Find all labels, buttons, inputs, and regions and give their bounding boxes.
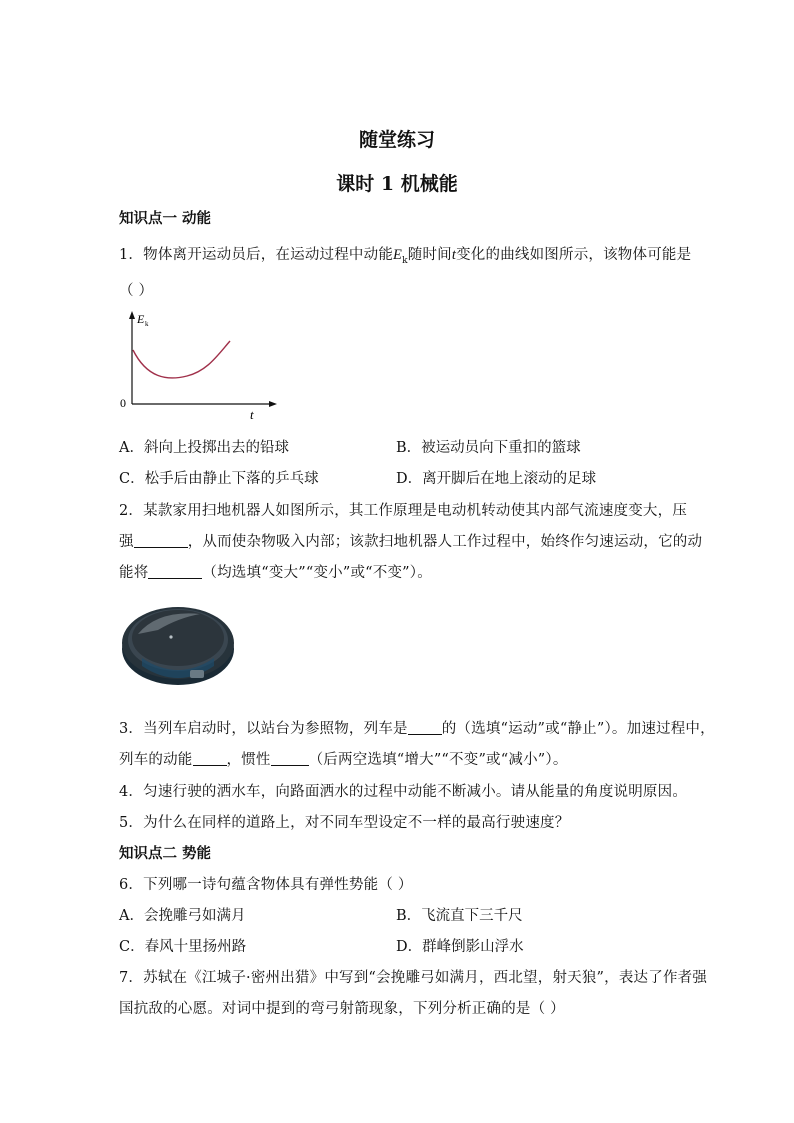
q6-option-d: D．群峰倒影山浮水 xyxy=(396,939,524,955)
q3-line2-part-c: （后两空选填“增大”“不变”或“减小”）。 xyxy=(308,752,568,768)
x-axis-arrow-icon xyxy=(269,401,277,407)
q1-stem-part-a: 1．物体离开运动员后，在运动过程中动能 xyxy=(119,247,394,263)
q6-stem: 6．下列哪一诗句蕴含物体具有弹性势能（ ） xyxy=(119,877,413,893)
ek-time-graph xyxy=(112,306,282,422)
q2-line-2 xyxy=(119,530,702,551)
q7-line-2: 国抗敌的心愿。对词中提到的弯弓射箭现象，下列分析正确的是（ ） xyxy=(119,1001,565,1017)
q1-answer-paren: （ ） xyxy=(119,283,154,299)
page-title: 随堂练习 xyxy=(358,129,435,151)
q6-option-c: C．春风十里扬州路 xyxy=(119,939,247,955)
robot-port xyxy=(190,670,204,678)
q6-option-a: A．会挽雕弓如满月 xyxy=(119,908,246,924)
answer-blank xyxy=(134,533,188,548)
question-1-stem xyxy=(119,243,691,266)
q2-line2-part-b: ，从而使杂物吸入内部；该款扫地机器人工作过程中，始终作匀速运动，它的动 xyxy=(187,534,703,550)
graph-x-label: t xyxy=(250,407,254,422)
q3-line1-part-a: 3．当列车启动时，以站台为参照物，列车是 xyxy=(119,721,408,737)
q3-line1-part-b: 的（选填“运动”或“静止”）。加速过程中， xyxy=(441,721,715,737)
q2-line-3 xyxy=(119,561,432,582)
question-4: 4．匀速行驶的洒水车，向路面洒水的过程中动能不断减小。请从能量的角度说明原因。 xyxy=(119,784,688,800)
q1-t-symbol: t xyxy=(451,247,457,263)
ek-curve xyxy=(133,341,230,378)
q2-line3-part-b: （均选填“变大”“变小”或“不变”）。 xyxy=(202,565,432,581)
q3-line2-part-b: ，惯性 xyxy=(226,752,271,768)
q1-ek-subscript: k xyxy=(402,255,408,266)
question-5: 5．为什么在同样的道路上，对不同车型设定不一样的最高行驶速度？ xyxy=(119,815,570,831)
q1-stem-part-c: 变化的曲线如图所示，该物体可能是 xyxy=(456,247,692,263)
q1-option-c: C．松手后由静止下落的乒乓球 xyxy=(119,471,319,487)
y-axis-arrow-icon xyxy=(129,311,135,319)
q2-line-1: 2．某款家用扫地机器人如图所示，其工作原理是电动机转动使其内部气流速度变大，压 xyxy=(119,503,688,519)
q6-option-b: B．飞流直下三千尺 xyxy=(396,908,523,924)
answer-blank xyxy=(193,751,227,766)
q7-line-1: 7．苏轼在《江城子·密州出猎》中写到“会挽雕弓如满月，西北望，射天狼”，表达了作者强 xyxy=(119,970,708,986)
answer-blank xyxy=(148,564,202,579)
robot-logo-dot xyxy=(169,635,172,638)
lesson-subtitle: 课时 1 机械能 xyxy=(336,173,458,195)
q3-line-1 xyxy=(119,717,715,738)
answer-blank xyxy=(271,751,309,766)
section-heading-kinetic-energy: 知识点一 动能 xyxy=(119,210,212,227)
section-heading-potential-energy: 知识点二 势能 xyxy=(119,845,212,862)
q1-option-b: B．被运动员向下重扣的篮球 xyxy=(396,440,581,456)
graph-origin-label: 0 xyxy=(120,396,126,410)
robot-vacuum-image xyxy=(118,596,238,692)
q2-line3-part-a: 能将 xyxy=(119,565,149,581)
answer-blank xyxy=(408,720,442,735)
q1-ek-symbol: E xyxy=(393,247,403,263)
q1-stem-part-b: 随时间 xyxy=(407,247,452,263)
graph-y-label-sub: k xyxy=(145,320,149,328)
q2-line2-part-a: 强 xyxy=(119,534,134,550)
graph-y-label: E xyxy=(137,312,145,326)
q1-option-d: D．离开脚后在地上滚动的足球 xyxy=(396,471,597,487)
q3-line2-part-a: 列车的动能 xyxy=(119,752,193,768)
q3-line-2 xyxy=(119,748,568,769)
q1-option-a: A．斜向上投掷出去的铅球 xyxy=(119,440,289,456)
